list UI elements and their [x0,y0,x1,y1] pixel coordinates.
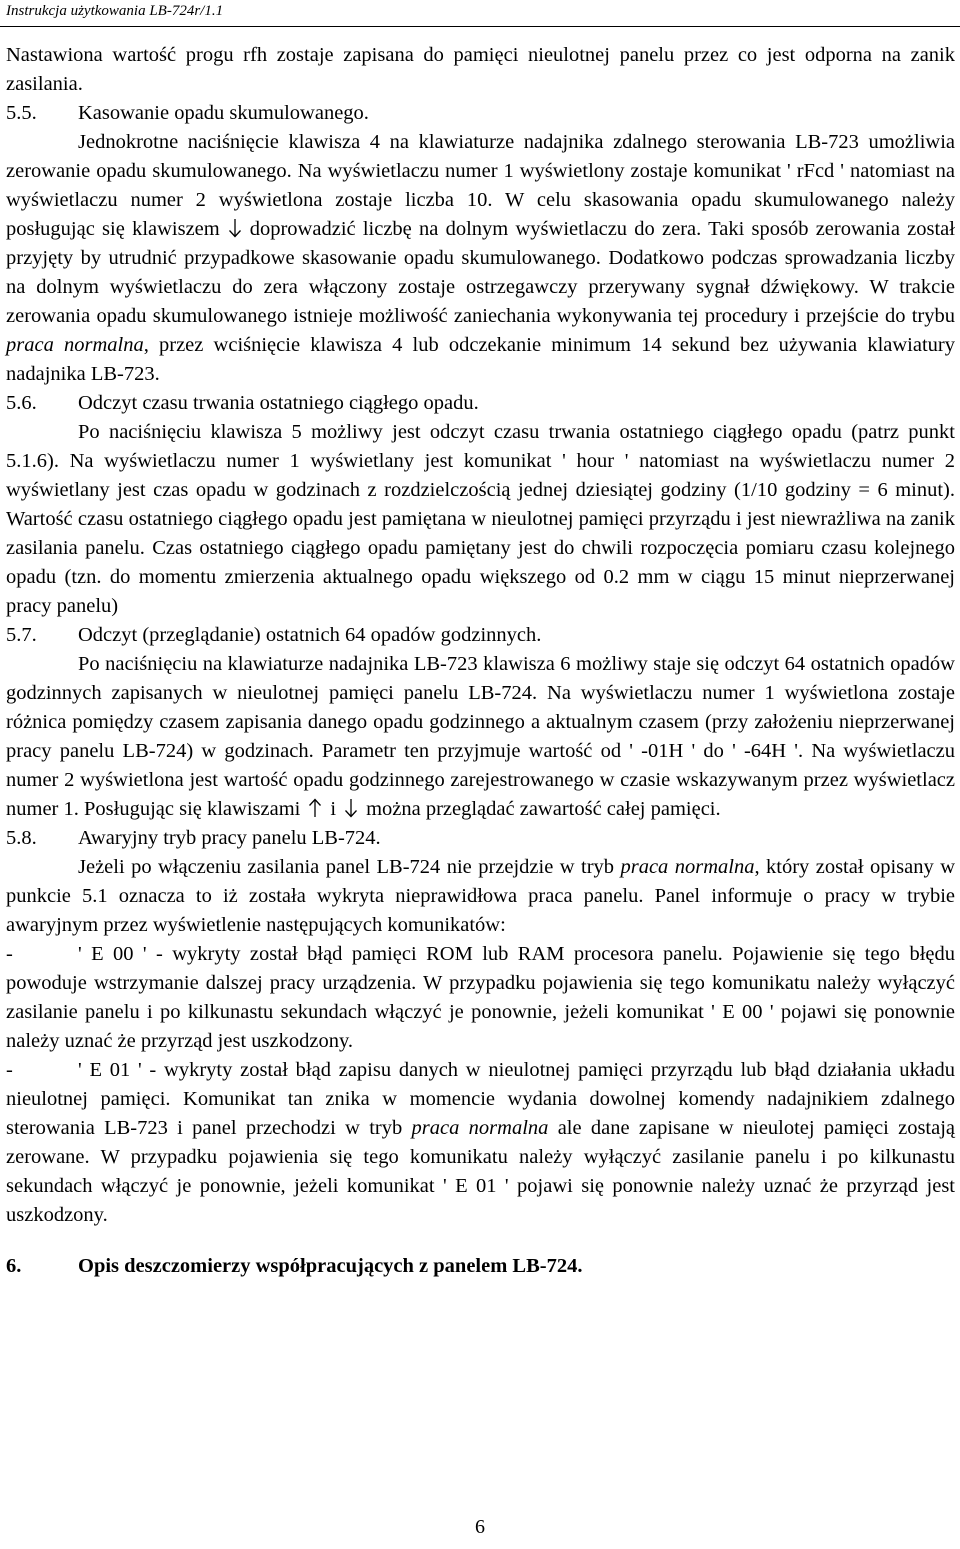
text-run: Po naciśnięciu na klawiaturze nadajnika LB-723 klawisza 6 możliwy staje się odczyt 64 ostatnich opadów godzinnych zapisanych w nieulotnej pamięci panelu LB-724. Na wyświetlaczu numer 1 wyświetlona zostaje różnica pomiędzy czasem zapisania danego opadu godzinnego a aktualnym czasem (przy założeniu nieprzerwanej pracy panelu LB-724) w godzinach. Parametr ten przyjmuje wartość od ' -01H ' do ' -64H '. Na wyświetlaczu numer 2 wyświetlona jest wartość opadu godzinnego zarejestrowanego w czasie wskazywanym przez wyświetlacz numer 1. Posługując się klawiszami [6,653,955,820]
document-body [6,41,955,1281]
section-5-6-paragraph: Po naciśnięciu klawisza 5 możliwy jest odczyt czasu trwania ostatniego ciągłego opadu (patrz punkt 5.1.6). Na wyświetlaczu numer 1 wyświetlany jest komunikat ' hour ' natomiast na wyświetlaczu numer 2 wyświetlany jest czas opadu w godzinach z rozdzielczością jednej dziesiątej godziny (1/10 godziny = 6 minut). Wartość czasu ostatniego ciągłego opadu jest pamiętana w nieulotnej pamięci przyrządu i jest niewrażliwa na zanik zasilania panelu. Czas ostatniego ciągłego opadu pamiętany jest do chwili rozpoczęcia pomiaru czasu kolejnego opadu (tzn. do momentu zmierzenia aktualnego opadu większego od 0.2 mm w ciągu 15 minut nieprzerwanej pracy panelu) [6,421,955,617]
list-dash: - [6,1059,13,1081]
section-number: 5.8. [6,827,37,849]
text-run: doprowadzić liczbę na dolnym wyświetlaczu do zera. Taki sposób zerowania został przyjęty by utrudnić przypadkowe skasowanie opadu skumulowanego. Dodatkowo podczas sprowadzania liczby na dolnym wyświetlaczu do zera włączony zostaje ostrzegawczy przerywany sygnał dźwiękowy. W trakcie zerowania opadu skumulowanego istnieje możliwość zaniechania wykonywania tej procedury i przejście do trybu [6,218,955,327]
text-run: , przez wciśnięcie klawisza 4 lub odczekanie minimum 14 sekund bez używania klawiatury nadajnika LB-723. [6,334,955,385]
section-5-8-paragraph [6,853,955,940]
section-5-7-heading [6,621,955,650]
text-run: Jeżeli po włączeniu zasilania panel LB-724 nie przejdzie w tryb [78,856,615,878]
section-number: 5.7. [6,624,37,646]
section-title: Odczyt (przeglądanie) ostatnich 64 opadów godzinnych. [78,624,542,646]
chapter-6-heading [6,1252,955,1281]
text-run: , który został opisany w punkcie 5.1 oznacza to iż została wykryta nieprawidłowa praca panelu. Panel informuje o pracy w trybie awaryjnym przez wyświetlenie następujących komunikatów: [6,856,955,936]
down-arrow-icon [228,218,242,238]
italic-term: praca normalna [411,1117,549,1139]
text-run: i [330,798,337,820]
text-run: można przeglądać zawartość całej pamięci. [366,798,721,820]
section-title: Awaryjny tryb pracy panelu LB-724. [78,827,381,849]
section-5-7-paragraph [6,650,955,824]
text-run: ' E 01 ' - wykryty został błąd zapisu danych w nieulotnej pamięci przyrządu lub błąd działania układu nieulotnej pamięci. Komunikat tan znika w momencie wydania dowolnej komendy nadajnikiem zdalnego sterowania LB-723 i panel przechodzi w tryb [6,1059,955,1139]
header-rule [0,26,960,27]
italic-term: praca normalna [620,856,755,878]
section-number: 5.6. [6,392,37,414]
section-5-8-heading [6,824,955,853]
text-run: ' E 00 ' - wykryty został błąd pamięci ROM lub RAM procesora panelu. Pojawienie się tego błędu powoduje wstrzymanie dalszej pracy urządzenia. W przypadku pojawienia się tego komunikatu należy wyłączyć zasilanie panelu i po kilkunastu sekundach włączyć je ponownie, jeżeli komunikat ' E 00 ' pojawi się ponownie należy uznać że przyrząd jest uszkodzony. [6,943,955,1052]
up-arrow-icon [308,798,322,818]
italic-term: praca normalna [6,334,144,356]
section-5-6-heading [6,389,955,418]
chapter-number: 6. [6,1255,22,1277]
down-arrow-icon [344,798,358,818]
page-number: 6 [475,1516,485,1538]
error-e01-item [6,1056,955,1230]
section-number: 5.5. [6,102,37,124]
text-run: Jednokrotne naciśnięcie klawisza 4 na klawiaturze nadajnika zdalnego sterowania LB-723 umożliwia zerowanie opadu skumulowanego. Na wyświetlaczu numer 1 wyświetlony zostaje komunikat ' rFcd ' natomiast na wyświetlaczu numer 2 wyświetlona zostaje liczba 10. W celu skasowania opadu skumulowanego należy posługując się klawiszem [6,131,955,240]
error-e00-item [6,940,955,1056]
text-run: ale dane zapisane w nieulotej pamięci zostają zerowane. W przypadku pojawienia się tego komunikatu należy wyłączyć zasilanie panelu i po kilkunastu sekundach włączyć je ponownie, jeżeli komunikat ' E 01 ' pojawi się ponownie należy uznać że przyrząd jest uszkodzony. [6,1117,956,1226]
list-dash: - [6,943,13,965]
section-5-5-heading [6,99,955,128]
running-header: Instrukcja użytkowania LB-724r/1.1 [6,3,224,19]
paragraph-threshold-note: Nastawiona wartość progu rfh zostaje zapisana do pamięci nieulotnej panelu przez co jest odporna na zanik zasilania. [6,44,955,95]
spacer [6,1230,955,1252]
chapter-title: Opis deszczomierzy współpracujących z panelem LB-724. [78,1255,583,1277]
section-title: Kasowanie opadu skumulowanego. [78,102,369,124]
section-title: Odczyt czasu trwania ostatniego ciągłego opadu. [78,392,479,414]
section-5-5-paragraph [6,128,955,389]
